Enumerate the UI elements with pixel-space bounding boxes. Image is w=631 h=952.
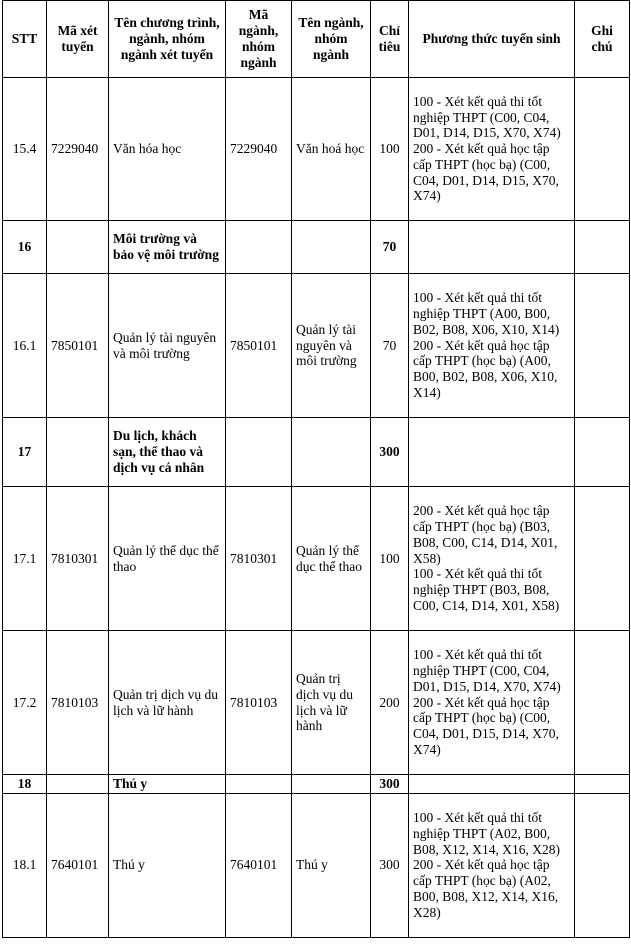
cell-chi-tieu: 300 [371, 793, 409, 937]
cell-phuong-thuc: 100 - Xét kết quả thi tốt nghiệp THPT (A00, B00, B02, B08, X06, X10, X14) 200 - Xét kết quả học tập cấp THPT (học bạ) (A00, B00, B02, B08, X06, X10, X14) [409, 274, 575, 418]
header-phuong-thuc: Phương thức tuyển sinh [409, 1, 575, 78]
cell-ten-nganh: Thú y [292, 793, 371, 937]
cell-ten-nganh: Quản trị dịch vụ du lịch và lữ hành [292, 631, 371, 775]
cell-ma-nganh: 7810301 [226, 487, 292, 631]
cell-chi-tieu: 300 [371, 775, 409, 794]
cell-stt: 18 [3, 775, 47, 794]
cell-stt: 17.2 [3, 631, 47, 775]
cell-ten-chuong-trinh: Du lịch, khách sạn, thể thao và dịch vụ cá nhân [109, 418, 226, 487]
cell-ma-nganh: 7640101 [226, 793, 292, 937]
cell-ten-chuong-trinh: Môi trường và bảo vệ môi trường [109, 221, 226, 274]
cell-ten-nganh [292, 418, 371, 487]
cell-ten-chuong-trinh: Văn hóa học [109, 78, 226, 221]
cell-ma-xet-tuyen: 7229040 [47, 78, 109, 221]
cell-stt: 16.1 [3, 274, 47, 418]
cell-chi-tieu: 300 [371, 418, 409, 487]
cell-phuong-thuc: 100 - Xét kết quả thi tốt nghiệp THPT (C00, C04, D01, D15, D14, X70, X74) 200 - Xét kết quả học tập cấp THPT (học bạ) (C00, C04, D01, D15, D14, X70, X74) [409, 631, 575, 775]
table-row [3, 274, 630, 418]
admission-table [2, 0, 630, 938]
table-row [3, 78, 630, 221]
cell-phuong-thuc: 200 - Xét kết quả học tập cấp THPT (học bạ) (B03, B08, C00, C14, D14, X01, X58) 100 - Xét kết quả thi tốt nghiệp THPT (B03, B08, C00, C14, D14, X01, X58) [409, 487, 575, 631]
cell-ma-xet-tuyen [47, 221, 109, 274]
cell-phuong-thuc [409, 418, 575, 487]
cell-ghi-chu [575, 221, 630, 274]
cell-chi-tieu: 100 [371, 487, 409, 631]
cell-ma-nganh: 7229040 [226, 78, 292, 221]
cell-ghi-chu [575, 274, 630, 418]
cell-ten-nganh [292, 775, 371, 794]
header-chi-tieu: Chỉ tiêu [371, 1, 409, 78]
cell-ma-nganh [226, 775, 292, 794]
cell-ma-xet-tuyen: 7810301 [47, 487, 109, 631]
table-row [3, 487, 630, 631]
cell-ten-nganh: Quản lý thể dục thể thao [292, 487, 371, 631]
table-row-group [3, 418, 630, 487]
table-row-group [3, 775, 630, 794]
table-row-group [3, 221, 630, 274]
cell-phuong-thuc: 100 - Xét kết quả thi tốt nghiệp THPT (A02, B00, B08, X12, X14, X16, X28) 200 - Xét kết quả học tập cấp THPT (học bạ) (A02, B00, B08, X12, X14, X16, X28) [409, 793, 575, 937]
header-ma-nganh: Mã ngành, nhóm ngành [226, 1, 292, 78]
header-ghi-chu: Ghi chú [575, 1, 630, 78]
cell-chi-tieu: 200 [371, 631, 409, 775]
cell-ma-nganh [226, 221, 292, 274]
cell-ten-nganh: Văn hoá học [292, 78, 371, 221]
cell-phuong-thuc [409, 775, 575, 794]
table-row [3, 793, 630, 937]
cell-chi-tieu: 100 [371, 78, 409, 221]
cell-ghi-chu [575, 631, 630, 775]
cell-stt: 17 [3, 418, 47, 487]
cell-ma-xet-tuyen: 7810103 [47, 631, 109, 775]
cell-ghi-chu [575, 418, 630, 487]
cell-ten-chuong-trinh: Quản lý thể dục thể thao [109, 487, 226, 631]
cell-ma-xet-tuyen: 7850101 [47, 274, 109, 418]
cell-ma-xet-tuyen [47, 775, 109, 794]
cell-phuong-thuc: 100 - Xét kết quả thi tốt nghiệp THPT (C00, C04, D01, D14, D15, X70, X74) 200 - Xét kết quả học tập cấp THPT (học bạ) (C00, C04, D01, D14, D15, X70, X74) [409, 78, 575, 221]
header-ma-xet-tuyen: Mã xét tuyển [47, 1, 109, 78]
cell-ghi-chu [575, 775, 630, 794]
cell-stt: 15.4 [3, 78, 47, 221]
header-stt: STT [3, 1, 47, 78]
cell-ten-nganh: Quản lý tài nguyên và môi trường [292, 274, 371, 418]
cell-ma-nganh: 7810103 [226, 631, 292, 775]
cell-ghi-chu [575, 78, 630, 221]
header-ten-chuong-trinh: Tên chương trình, ngành, nhóm ngành xét tuyển [109, 1, 226, 78]
cell-chi-tieu: 70 [371, 221, 409, 274]
cell-stt: 18.1 [3, 793, 47, 937]
cell-ten-chuong-trinh: Thú y [109, 793, 226, 937]
cell-ten-chuong-trinh: Thú y [109, 775, 226, 794]
cell-ma-xet-tuyen [47, 418, 109, 487]
cell-ghi-chu [575, 487, 630, 631]
table-row [3, 631, 630, 775]
cell-ten-nganh [292, 221, 371, 274]
cell-ten-chuong-trinh: Quản lý tài nguyên và môi trường [109, 274, 226, 418]
header-ten-nganh: Tên ngành, nhóm ngành [292, 1, 371, 78]
cell-stt: 17.1 [3, 487, 47, 631]
cell-ma-nganh: 7850101 [226, 274, 292, 418]
header-row [3, 1, 630, 78]
cell-chi-tieu: 70 [371, 274, 409, 418]
cell-ma-nganh [226, 418, 292, 487]
cell-ma-xet-tuyen: 7640101 [47, 793, 109, 937]
cell-ten-chuong-trinh: Quản trị dịch vụ du lịch và lữ hành [109, 631, 226, 775]
cell-phuong-thuc [409, 221, 575, 274]
cell-ghi-chu [575, 793, 630, 937]
cell-stt: 16 [3, 221, 47, 274]
